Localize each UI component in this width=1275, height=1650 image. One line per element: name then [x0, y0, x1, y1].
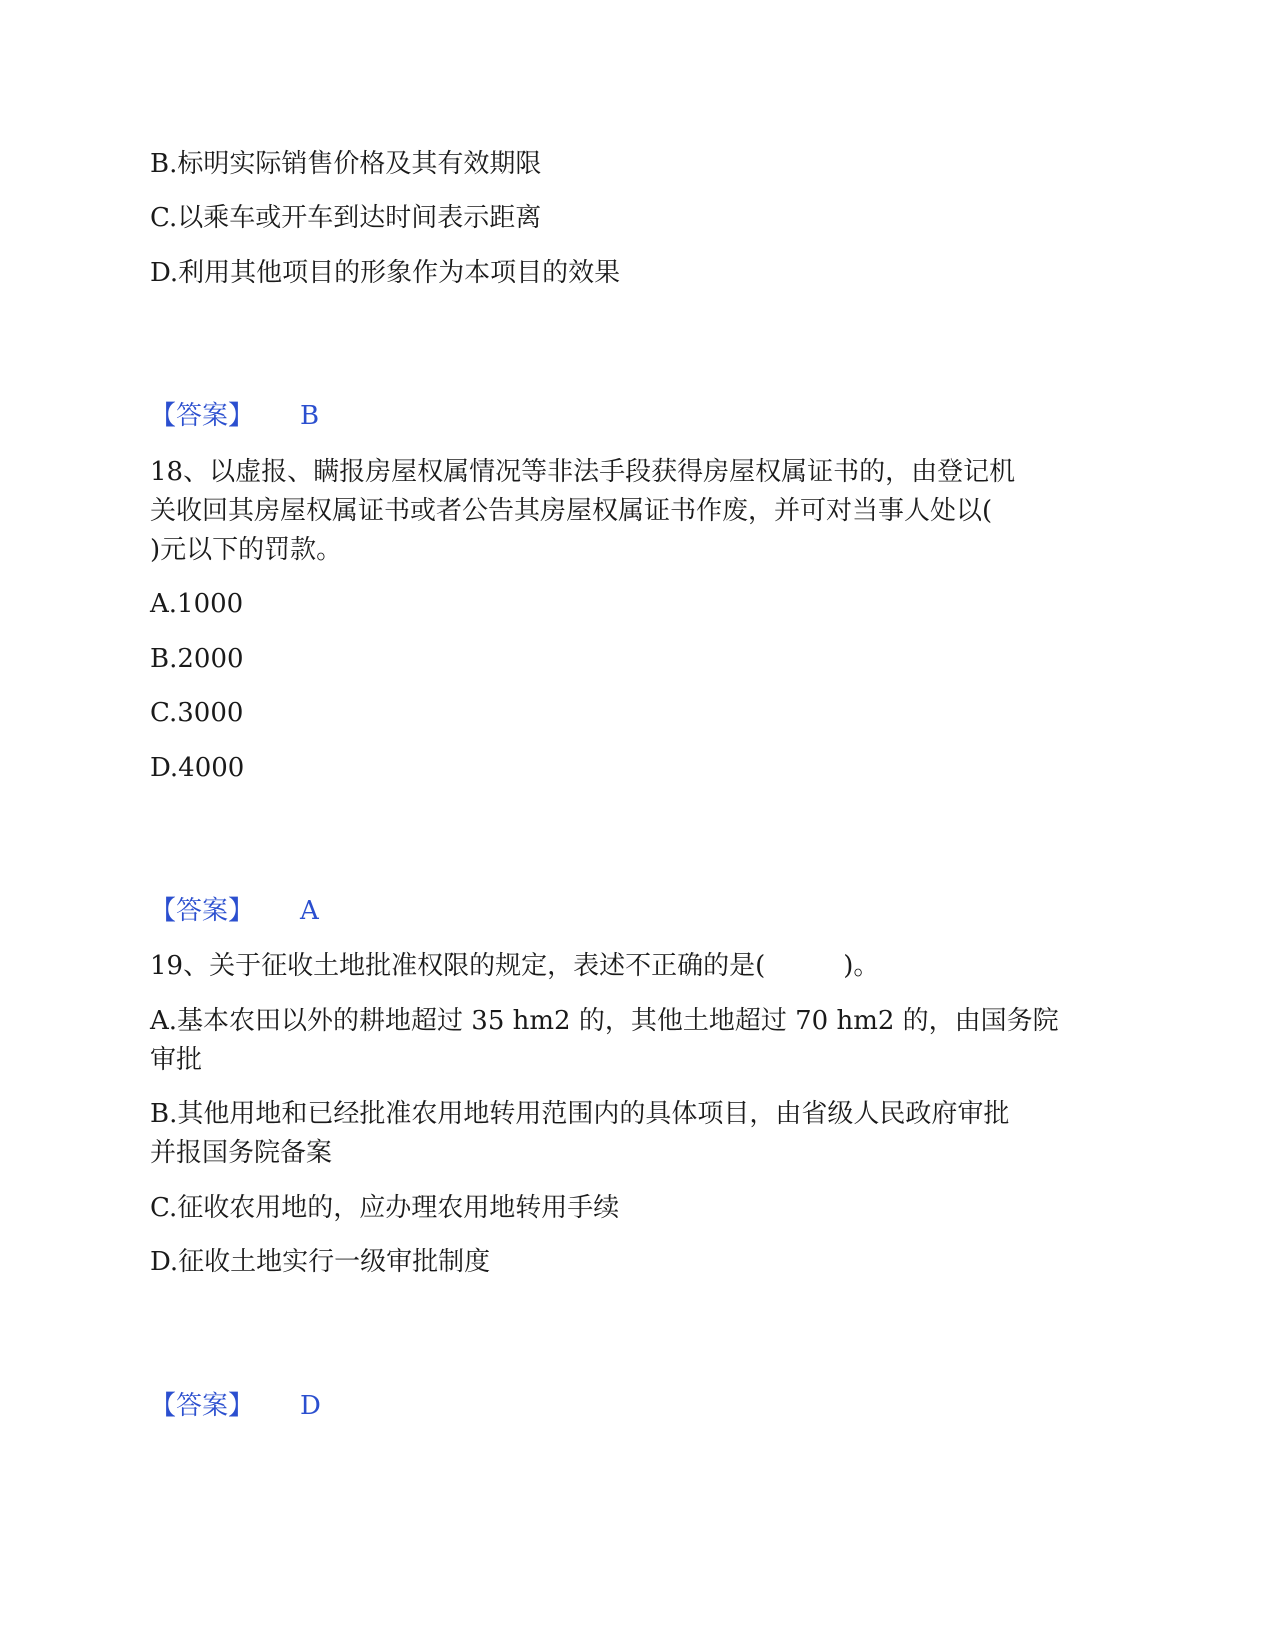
answer-label: 【答案】	[150, 401, 255, 431]
answer-value: D	[300, 1391, 321, 1421]
q18-option-a: A.1000	[150, 589, 244, 619]
q19-option-a-line-2: 审批	[150, 1045, 203, 1075]
q17-answer	[150, 396, 319, 436]
q19-option-d: D.征收土地实行一级审批制度	[150, 1247, 491, 1277]
q17-option-d: D.利用其他项目的形象作为本项目的效果	[150, 258, 621, 288]
q17-option-b: B.标明实际销售价格及其有效期限	[150, 149, 542, 179]
q19-option-b-line-2: 并报国务院备案	[150, 1138, 333, 1168]
q18-stem-line-1: 18、以虚报、瞒报房屋权属情况等非法手段获得房屋权属证书的，由登记机	[150, 457, 1016, 487]
q19-option-a-line-1: A.基本农田以外的耕地超过 35 hm2 的，其他土地超过 70 hm2 的，由国务院	[150, 1006, 1059, 1036]
q18-stem-line-2: 关收回其房屋权属证书或者公告其房屋权属证书作废，并可对当事人处以(	[150, 496, 993, 526]
q18-answer	[150, 891, 319, 931]
q17-option-c: C.以乘车或开车到达时间表示距离	[150, 203, 542, 233]
answer-label: 【答案】	[150, 896, 255, 926]
q19-option-b-line-1: B.其他用地和已经批准农用地转用范围内的具体项目，由省级人民政府审批	[150, 1099, 1010, 1129]
q19-option-c: C.征收农用地的，应办理农用地转用手续	[150, 1193, 620, 1223]
answer-value: B	[300, 401, 320, 431]
q19-answer	[150, 1386, 321, 1426]
answer-value: A	[300, 896, 319, 926]
answer-label: 【答案】	[150, 1391, 255, 1421]
q19-stem: 19、关于征收土地批准权限的规定，表述不正确的是( )。	[150, 951, 880, 981]
q18-option-d: D.4000	[150, 753, 245, 783]
q18-option-b: B.2000	[150, 644, 244, 674]
q18-option-c: C.3000	[150, 698, 244, 728]
q18-stem-line-3: )元以下的罚款。	[150, 535, 343, 565]
